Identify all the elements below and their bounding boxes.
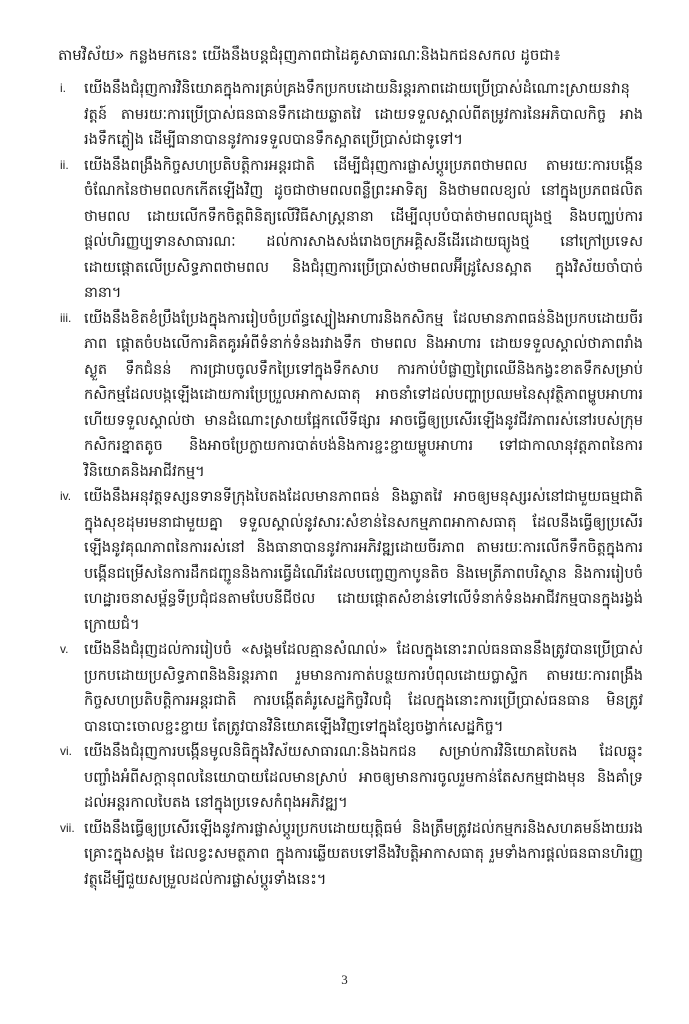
commitment-list (58, 76, 643, 892)
list-item (58, 739, 643, 816)
list-item-text: យើងនឹងធ្វើឲ្យប្រសើរឡើងនូវការផ្លាស់ប្តូរប្រកបដោយយុត្តិធម៌ និងត្រឹមត្រូវដល់កម្មករនិងសហគមន៍ងាយរងគ្រោះក្នុងសង្គម ដែលខ្វះសមត្ថភាព ក្នុងការឆ្លើយតបទៅនឹងវិបត្តិអាកាសធាតុ រួមទាំងការផ្តល់ធនធានហិរញ្ញវត្ថុដើម្បីជួយសម្រួលដល់ការផ្លាស់ប្តូរទាំងនេះ។ (84, 819, 643, 888)
list-item-number: v. (60, 642, 69, 656)
list-item-text: យើងនឹងជំរុញដល់ការរៀបចំ «សង្គមដែលគ្មានសំណល់» ដែលក្នុងនោះរាល់ធនធាននឹងត្រូវបានប្រើប្រាស់ប្រកបដោយប្រសិទ្ធភាពនិងនិរន្តរភាព រួមមានការកាត់បន្ថយការបំពុលដោយប្លាស្ទិក តាមរយៈការពង្រឹងកិច្ចសហប្រតិបត្តិការអន្តរជាតិ ការបង្កើតគំរូសេដ្ឋកិច្ចវិលជុំ ដែលក្នុងនោះការប្រើប្រាស់ធនធាន មិនត្រូវបានបោះចោលខ្ជះខ្ជាយ តែត្រូវបានវិនិយោគឡើងវិញទៅក្នុងខ្សែចង្វាក់សេដ្ឋកិច្ច។ (84, 641, 643, 735)
page-number: 3 (341, 972, 348, 987)
intro-paragraph: តាមវិស័យ» កន្លងមកនេះ យើងនឹងបន្តជំរុញភាពជាដៃគូសាធារណៈនិងឯកជនសកល ដូចជា៖ (58, 46, 561, 64)
list-item (58, 816, 643, 893)
list-item-number: vi. (60, 744, 72, 758)
list-item-number: iv. (60, 489, 72, 503)
list-item-number: vii. (60, 820, 75, 835)
list-item-text: យើងនឹងជំរុញការបង្កើនមូលនិធិក្នុងវិស័យសាធារណៈនិងឯកជន សម្រាប់ការវិនិយោគបៃតង ដែលឆ្លុះបញ្ចាំងអំពីសក្តានុពលនៃយោបាយដែលមានស្រាប់ អាចឲ្យមានការចូលរួមកាន់តែសកម្មជាងមុន និងគាំទ្រដល់អន្តរកាលបៃតង នៅក្នុងប្រទេសកំពុងអភិវឌ្ឍ។ (84, 743, 643, 811)
list-item-text: យើងនឹងខិតខំប្រឹងប្រែងក្នុងការរៀបចំប្រព័ន្ធស្បៀងអាហារនិងកសិកម្ម ដែលមានភាពធន់និងប្រកបដោយចីរភាព ផ្តោតចំបងលើការគិតគូរអំពីទំនាក់ទំនងរវាងទឹក ថាមពល និងអាហារ ដោយទទួលស្គាល់ថាភាពរាំងស្ងួត ទឹកជំនន់ ការជ្រាបចូលទឹកប្រៃទៅក្នុងទឹកសាប ការកាប់បំផ្លាញព្រៃឈើនិងកង្វះខាតទឹកសម្រាប់កសិកម្មដែលបង្កឡើងដោយការប្រែប្រួលអាកាសធាតុ អាចនាំទៅដល់បញ្ហាប្រឈមនៃសុវត្ថិភាពម្ហូបអាហារ ហើយទទួលស្គាល់ថា មានដំណោះស្រាយផ្អែកលើទីផ្សារ អាចធ្វើឲ្យប្រសើរឡើងនូវជីវភាពរស់នៅរបស់ក្រុមកសិករខ្នាតតូច និងអាចប្រែក្លាយការបាត់បង់និងការខ្ជះខ្ជាយម្ហូបអាហារ ទៅជាកាលានុវត្តភាពនៃការវិនិយោគនិងអាជីវកម្ម។ (84, 309, 643, 480)
list-item-number: ii. (60, 157, 69, 172)
list-item (58, 153, 643, 306)
list-item-text: យើងនឹងពង្រឹងកិច្ចសហប្រតិបត្តិការអន្តរជាតិ ដើម្បីជំរុញការផ្លាស់ប្តូរប្រភពថាមពល តាមរយៈការបង្កើនចំណែកនៃថាមពលកកើតឡើងវិញ ដូចជាថាមពលពន្លឺព្រះអាទិត្យ និងថាមពលខ្យល់ នៅក្នុងប្រភពផលិតថាមពល ដោយលើកទឹកចិត្តពិនិត្យលើវិធីសាស្ត្រនានា ដើម្បីលុបបំបាត់ថាមពលធ្យូងថ្ម និងបញ្ឈប់ការផ្តល់ហិរញ្ញប្បទានសាធារណៈ ដល់ការសាងសង់រោងចក្រអគ្គិសនីដើរដោយធ្យូងថ្ម នៅក្រៅប្រទេស ដោយផ្តោតលើប្រសិទ្ធភាពថាមពល និងជំរុញការប្រើប្រាស់ថាមពលអ៊ីដ្រូសែនស្អាត ក្នុងវិស័យចាំបាច់នានា។ (84, 156, 643, 301)
list-item (58, 306, 643, 485)
list-item (58, 76, 643, 153)
list-item-text: យើងនឹងជំរុញការវិនិយោគក្នុងការគ្រប់គ្រងទឹកប្រកបដោយនិរន្តរភាពដោយប្រើប្រាស់ដំណោះស្រាយនវានុវត្តន៍ តាមរយៈការប្រើប្រាស់ធនធានទឹកដោយឆ្លាតវៃ ដោយទទួលស្គាល់ពីតម្រូវការនៃអភិបាលកិច្ច អាងរងទឹកភ្លៀង ដើម្បីធានាបាននូវការទទួលបានទឹកស្អាតប្រើប្រាស់ជាទូទៅ។ (84, 80, 643, 148)
list-item-text: យើងនឹងអនុវត្តទស្សនទានទីក្រុងបៃតងដែលមានភាពធន់ និងឆ្លាតវៃ អាចឲ្យមនុស្សរស់នៅជាមួយធម្មជាតិក្នុងសុខដុមរមនាជាមួយគ្នា ទទួលស្គាល់នូវសារៈសំខាន់នៃសកម្មភាពអាកាសធាតុ ដែលនឹងធ្វើឲ្យប្រសើរឡើងនូវគុណភាពនៃការរស់នៅ និងធានាបាននូវការអភិវឌ្ឍដោយចីរភាព តាមរយៈការលើកទឹកចិត្តក្នុងការបង្កើនជម្រើសនៃការដឹកជញ្ជូននិងការធ្វើដំណើរដែលបញ្ចេញកាបូនតិច និងមេត្រីភាពបរិស្ថាន និងការរៀបចំហេដ្ឋារចនាសម្ព័ន្ធទីប្រជុំជនតាមបែបនីជីថល ដោយផ្តោតសំខាន់ទៅលើទំនាក់ទំនងអាជីវកម្មបានក្នុងរង្វង់ក្រោយជំ។ (84, 488, 643, 633)
list-item-number: iii. (60, 310, 72, 325)
list-item (58, 484, 643, 637)
list-item-number: i. (60, 81, 66, 95)
list-item (58, 637, 643, 739)
